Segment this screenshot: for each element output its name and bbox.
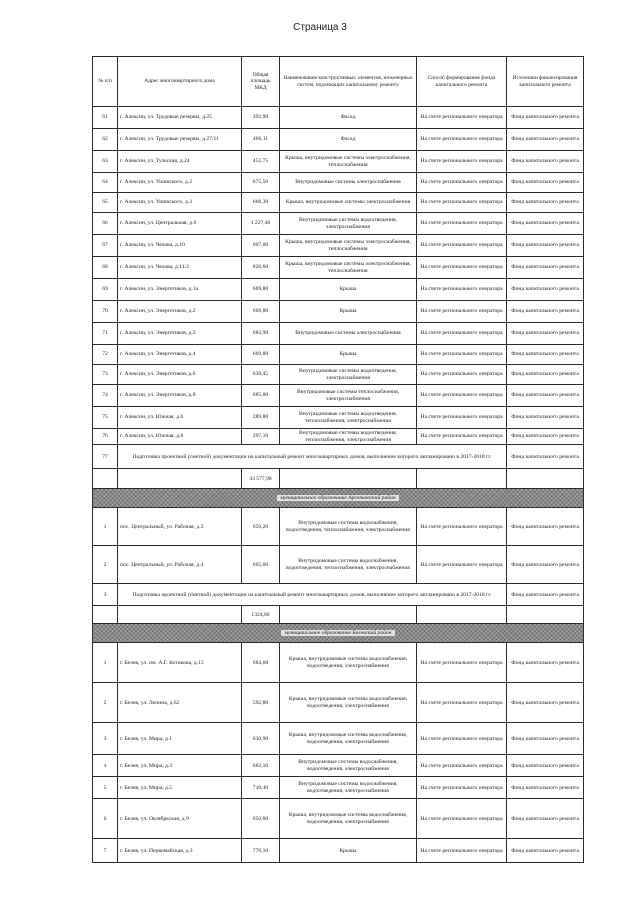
row-source: Фонд капитального ремонта [507, 643, 584, 683]
row-number: 7 [93, 839, 118, 863]
table-row [93, 799, 584, 839]
row-method: На счете регионального оператора [417, 643, 507, 683]
row-works: Крыша, внутридомовые системы электроснабжения, теплоснабжения [280, 235, 417, 257]
header-source: Источники финансирования капитального ремонта [507, 57, 584, 107]
row-area: 392,90 [242, 107, 280, 129]
row-address: г. Алексин, ул. Чехова, д.10 [118, 235, 242, 257]
total-area: 43 577,98 [242, 469, 280, 489]
table-row [93, 385, 584, 407]
row-area: 669,80 [242, 345, 280, 365]
row-source: Фонд капитального ремонта [507, 799, 584, 839]
table-row [93, 345, 584, 365]
table-row [93, 546, 584, 584]
table-row [93, 279, 584, 301]
row-method: На счете регионального оператора [417, 173, 507, 193]
row-address: г. Белев, ул. Мира, д.3 [118, 755, 242, 777]
row-source: Фонд капитального ремонта [507, 723, 584, 755]
row-method: На счете регионального оператора [417, 683, 507, 723]
table-row [93, 151, 584, 173]
row-address: г. Алексин, ул. Чехова, д.11/2 [118, 257, 242, 279]
row-source: Фонд капитального ремонта [507, 839, 584, 863]
row-area: 776,10 [242, 839, 280, 863]
row-method: На счете регионального оператора [417, 151, 507, 173]
row-source: Фонд капитального ремонта [507, 257, 584, 279]
row-address: г. Алексин, ул. Энергетиков, д.4 [118, 345, 242, 365]
table-row [93, 429, 584, 445]
row-area: 297,10 [242, 429, 280, 445]
row-address: г. Алексин, ул. Трудовые резервы, д.25 [118, 107, 242, 129]
row-method: На счете регионального оператора [417, 213, 507, 235]
table-row [93, 643, 584, 683]
row-number: 64 [93, 173, 118, 193]
row-works: Крыша, внутридомовые системы водоснабжения, водоотведения, электроснабжения [280, 723, 417, 755]
table-row [93, 777, 584, 799]
row-number: 6 [93, 799, 118, 839]
row-area: 826,60 [242, 257, 280, 279]
row-area: 710,40 [242, 777, 280, 799]
row-area: 683,90 [242, 323, 280, 345]
row-area: 682,10 [242, 755, 280, 777]
row-source: Фонд капитального ремонта [507, 173, 584, 193]
table-row [93, 213, 584, 235]
section-header-arsenyevsky [93, 489, 584, 508]
row-area: 685,80 [242, 385, 280, 407]
row-works: Внутридомовые системы водоотведения, теплоснабжения, электроснабжения [280, 429, 417, 445]
row-method: На счете регионального оператора [417, 323, 507, 345]
row-source: Фонд капитального ремонта [507, 546, 584, 584]
row-address: г. Алексин, ул. Тульская, д.24 [118, 151, 242, 173]
row-number: 77 [93, 445, 118, 469]
table-row [93, 107, 584, 129]
row-number: 2 [93, 683, 118, 723]
table-row [93, 257, 584, 279]
row-works: Крыша, внутридомовые системы электроснабжения, теплоснабжения [280, 151, 417, 173]
table-row [93, 723, 584, 755]
header-works: Наименование конструктивных элементов, инженерных систем, подлежащих капитальному ремонту [280, 57, 417, 107]
row-method: На счете регионального оператора [417, 365, 507, 385]
row-works: Внутридомовые системы водоснабжения, водоотведения, теплоснабжения, электроснабжения [280, 508, 417, 546]
total-area: 1324,80 [242, 606, 280, 624]
row-address: г. Алексин, ул. Трудовые резервы, д.27/11 [118, 129, 242, 151]
row-source: Фонд капитального ремонта [507, 301, 584, 323]
row-address: г. Белев, ул. Октябрьская, д.9 [118, 799, 242, 839]
row-works: Внутридомовые системы электроснабжения [280, 173, 417, 193]
row-number: 65 [93, 193, 118, 213]
row-method: На счете регионального оператора [417, 345, 507, 365]
section-header-belevsky [93, 624, 584, 643]
design-docs-row [93, 445, 584, 469]
table-row [93, 839, 584, 863]
row-area: 668,30 [242, 193, 280, 213]
table-row [93, 365, 584, 385]
row-number: 3 [93, 723, 118, 755]
row-number: 62 [93, 129, 118, 151]
row-works: Крыша, внутридомовые системы водоснабжения, водоотведения, электроснабжения [280, 683, 417, 723]
table-row [93, 173, 584, 193]
row-source: Фонд капитального ремонта [507, 129, 584, 151]
row-method: На счете регионального оператора [417, 546, 507, 584]
table-row [93, 301, 584, 323]
row-method: На счете регионального оператора [417, 407, 507, 429]
row-address: г. Алексин, ул. Ушинского, д.2 [118, 173, 242, 193]
row-area: 406,11 [242, 129, 280, 151]
row-address: г. Алексин, ул. Южная, д.8 [118, 429, 242, 445]
design-docs-row [93, 584, 584, 606]
row-address: г. Белев, ул. им. А.Г. Котикова, д.13 [118, 643, 242, 683]
row-area: 650,00 [242, 799, 280, 839]
row-works: Фасад [280, 129, 417, 151]
row-source: Фонд капитального ремонта [507, 385, 584, 407]
belevsky-section [93, 643, 584, 863]
row-works: Крыша [280, 279, 417, 301]
row-method: На счете регионального оператора [417, 429, 507, 445]
row-address: г. Белев, ул. Мира, д.5 [118, 777, 242, 799]
row-works: Внутридомовые системы водоотведения, теплоснабжения, электроснабжения [280, 407, 417, 429]
row-method: На счете регионального оператора [417, 301, 507, 323]
row-works: Внутридомовые системы электроснабжения [280, 323, 417, 345]
row-source: Фонд капитального ремонта [507, 683, 584, 723]
row-area: 665,60 [242, 546, 280, 584]
row-area: 630,90 [242, 723, 280, 755]
row-area: 452,75 [242, 151, 280, 173]
row-address: г. Белев, ул. Мира, д.1 [118, 723, 242, 755]
row-method: На счете регионального оператора [417, 129, 507, 151]
row-number: 3 [93, 584, 118, 606]
row-source: Фонд капитального ремонта [507, 508, 584, 546]
section-title: муниципальное образование Арсеньевский район [277, 495, 398, 501]
repair-program-table [92, 56, 584, 863]
row-number: 1 [93, 508, 118, 546]
row-area: 684,60 [242, 643, 280, 683]
row-number: 72 [93, 345, 118, 365]
row-works: Внутридомовые системы водоснабжения, водоотведения, электроснабжения [280, 755, 417, 777]
table-row [93, 755, 584, 777]
page-label: Страница 3 [293, 22, 347, 33]
row-works: Внутридомовые системы водоснабжения, водоотведения, теплоснабжения, электроснабжения [280, 546, 417, 584]
row-address: г. Алексин, ул. Энергетиков, д.3 [118, 323, 242, 345]
table-row [93, 193, 584, 213]
row-method: На счете регионального оператора [417, 508, 507, 546]
row-area: 669,80 [242, 301, 280, 323]
table-row [93, 235, 584, 257]
row-area: 1 227,40 [242, 213, 280, 235]
row-address: г. Белев, ул. Первомайская, д.3 [118, 839, 242, 863]
row-source: Фонд капитального ремонта [507, 365, 584, 385]
row-method: На счете регионального оператора [417, 755, 507, 777]
row-number: 70 [93, 301, 118, 323]
row-number: 1 [93, 643, 118, 683]
row-method: На счете регионального оператора [417, 279, 507, 301]
row-source: Фонд капитального ремонта [507, 213, 584, 235]
table-row [93, 323, 584, 345]
row-address: г. Алексин, ул. Центральная, д.6 [118, 213, 242, 235]
row-source: Фонд капитального ремонта [507, 755, 584, 777]
row-address: г. Алексин, ул. Энергетиков, д.8 [118, 385, 242, 407]
row-method: На счете регионального оператора [417, 107, 507, 129]
row-works: Крыша, внутридомовые системы электроснабжения, теплоснабжения [280, 257, 417, 279]
header-number: № п/п [93, 57, 118, 107]
arsenyevsky-footer [93, 584, 584, 643]
row-method: На счете регионального оператора [417, 777, 507, 799]
row-area: 639,45 [242, 365, 280, 385]
row-area: 289,80 [242, 407, 280, 429]
row-address: пос. Центральный, ул. Рабочая, д.4 [118, 546, 242, 584]
row-address: г. Белев, ул. Ленина, д.62 [118, 683, 242, 723]
table-row [93, 407, 584, 429]
row-method: На счете регионального оператора [417, 385, 507, 407]
row-works: Крыша [280, 345, 417, 365]
row-number: 68 [93, 257, 118, 279]
row-address: пос. Центральный, ул. Рабочая, д.3 [118, 508, 242, 546]
row-source: Фонд капитального ремонта [507, 407, 584, 429]
row-method: На счете регионального оператора [417, 193, 507, 213]
row-area: 659,20 [242, 508, 280, 546]
row-address: г. Алексин, ул. Ушинского, д.3 [118, 193, 242, 213]
row-works: Крыша, внутридомовые системы электроснабжения [280, 193, 417, 213]
row-number: 76 [93, 429, 118, 445]
table-row [93, 129, 584, 151]
row-address: г. Алексин, ул. Энергетиков, д.1а [118, 279, 242, 301]
row-source: Фонд капитального ремонта [507, 429, 584, 445]
row-method: На счете регионального оператора [417, 723, 507, 755]
row-works: Крыша [280, 301, 417, 323]
row-number: 75 [93, 407, 118, 429]
row-source: Фонд капитального ремонта [507, 107, 584, 129]
row-number: 73 [93, 365, 118, 385]
row-area: 675,50 [242, 173, 280, 193]
total-row [93, 469, 584, 489]
row-number: 71 [93, 323, 118, 345]
row-source: Фонд капитального ремонта [507, 279, 584, 301]
row-method: На счете регионального оператора [417, 235, 507, 257]
row-number: 4 [93, 755, 118, 777]
row-number: 66 [93, 213, 118, 235]
row-source: Фонд капитального ремонта [507, 323, 584, 345]
row-source: Фонд капитального ремонта [507, 445, 584, 469]
section-title: муниципальное образование Белевский район [281, 630, 394, 636]
header-method: Способ формирования фонда капитального ремонта [417, 57, 507, 107]
row-number: 2 [93, 546, 118, 584]
row-number: 74 [93, 385, 118, 407]
row-address: г. Алексин, ул. Южная, д.6 [118, 407, 242, 429]
row-works: Внутридомовые системы водоснабжения, водоотведения, электроснабжения [280, 777, 417, 799]
row-works: Крыша, внутридомовые системы водоснабжения, водоотведения, электроснабжения [280, 643, 417, 683]
row-source: Фонд капитального ремонта [507, 235, 584, 257]
row-area: 592,80 [242, 683, 280, 723]
row-method: На счете регионального оператора [417, 799, 507, 839]
row-works: Внутридомовые системы водоотведения, электроснабжения [280, 213, 417, 235]
arsenyevsky-section [93, 508, 584, 584]
row-source: Фонд капитального ремонта [507, 777, 584, 799]
row-number: 5 [93, 777, 118, 799]
row-works: Внутридомовые системы теплоснабжения, электроснабжения [280, 385, 417, 407]
design-docs-text: Подготовка проектной (сметной) документации на капитальный ремонт многоквартирных домов, выполнение которого запланировано в 2017-2018 гг. [118, 445, 507, 469]
row-area: 607,00 [242, 235, 280, 257]
row-address: г. Алексин, ул. Энергетиков, д.6 [118, 365, 242, 385]
row-number: 63 [93, 151, 118, 173]
row-method: На счете регионального оператора [417, 839, 507, 863]
row-method: На счете регионального оператора [417, 257, 507, 279]
row-source: Фонд капитального ремонта [507, 584, 584, 606]
row-source: Фонд капитального ремонта [507, 345, 584, 365]
row-number: 61 [93, 107, 118, 129]
row-number: 67 [93, 235, 118, 257]
header-area: Общая площадь МКД [242, 57, 280, 107]
aleksin-footer [93, 445, 584, 508]
design-docs-text: Подготовка проектной (сметной) документации на капитальный ремонт многоквартирных домов, выполнение которого запланировано в 2017-2018 гг. [118, 584, 507, 606]
row-address: г. Алексин, ул. Энергетиков, д.2 [118, 301, 242, 323]
header-address: Адрес многоквартирного дома [118, 57, 242, 107]
aleksin-section [93, 107, 584, 445]
row-works: Фасад [280, 107, 417, 129]
row-works: Крыша [280, 839, 417, 863]
table-row [93, 508, 584, 546]
table-header-row [93, 57, 584, 107]
row-works: Внутридомовые системы водоотведения, электроснабжения [280, 365, 417, 385]
row-area: 669,80 [242, 279, 280, 301]
row-number: 69 [93, 279, 118, 301]
row-works: Крыша, внутридомовые системы водоснабжения, водоотведения, электроснабжения [280, 799, 417, 839]
row-source: Фонд капитального ремонта [507, 151, 584, 173]
row-source: Фонд капитального ремонта [507, 193, 584, 213]
table-row [93, 683, 584, 723]
total-row [93, 606, 584, 624]
